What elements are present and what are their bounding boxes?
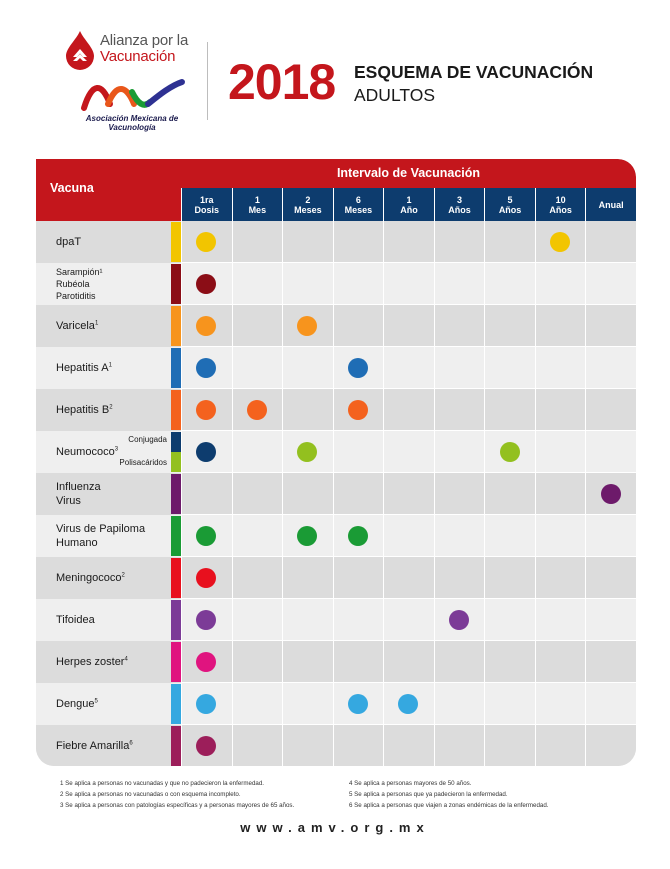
vaccine-name <box>56 221 81 263</box>
vaccine-color-stripe <box>171 600 181 640</box>
schedule-cell <box>383 473 434 515</box>
dose-dot <box>601 484 621 504</box>
schedule-cell <box>484 599 535 641</box>
vaccine-color-stripe <box>171 348 181 388</box>
column-header: 3 Años <box>434 188 485 221</box>
schedule-cell <box>232 599 283 641</box>
vaccine-name-line: Dengue <box>56 698 95 710</box>
vaccine-name <box>56 431 118 473</box>
schedule-cell <box>535 641 586 683</box>
vaccine-name-line: Hepatitis B <box>56 404 110 416</box>
table-row <box>36 347 636 389</box>
vaccine-name <box>56 389 113 431</box>
footnote-ref: 3 <box>114 446 119 453</box>
footnote-ref: 2 <box>109 404 113 411</box>
schedule-cell <box>282 347 333 389</box>
schedule-cell <box>383 431 434 473</box>
schedule-cell <box>333 221 384 263</box>
table-row <box>36 557 636 599</box>
column-header: 1ra Dosis <box>181 188 232 221</box>
schedule-cell <box>232 431 283 473</box>
schedule-cell <box>383 305 434 347</box>
table-row <box>36 431 636 473</box>
schedule-cell <box>232 683 283 725</box>
vaccine-color-stripe <box>171 726 181 766</box>
column-header: 1 Año <box>383 188 434 221</box>
schedule-cell <box>585 641 636 683</box>
page-subtitle: ADULTOS <box>354 85 436 105</box>
schedule-cell <box>383 599 434 641</box>
schedule-cell <box>434 557 485 599</box>
table-row <box>36 473 636 515</box>
vaccine-color-stripe <box>171 684 181 724</box>
vaccine-name-line-wrap <box>56 697 98 711</box>
vaccine-name-line-wrap <box>56 403 113 417</box>
schedule-cell <box>434 725 485 766</box>
table-row <box>36 515 636 557</box>
dose-dot <box>550 232 570 252</box>
schedule-cell <box>383 263 434 305</box>
schedule-cell <box>282 557 333 599</box>
vaccine-color-stripe <box>171 222 181 262</box>
schedule-cell <box>333 473 384 515</box>
schedule-cell <box>535 263 586 305</box>
schedule-cell <box>585 683 636 725</box>
vaccine-name-line: Herpes zoster <box>56 656 125 668</box>
amv-logo-icon <box>78 78 186 114</box>
vaccine-name <box>56 473 101 515</box>
schedule-cell <box>585 431 636 473</box>
dose-dot <box>247 400 267 420</box>
schedule-cell <box>333 599 384 641</box>
vaccine-name-line: dpaT <box>56 236 82 248</box>
intervalo-header: Intervalo de Vacunación <box>336 166 481 180</box>
schedule-cell <box>333 725 384 766</box>
vaccine-color-stripe <box>171 452 181 472</box>
schedule-cell <box>535 431 586 473</box>
vaccine-name-line: Rubéola <box>56 279 90 289</box>
schedule-cell <box>585 515 636 557</box>
column-header: 6 Meses <box>333 188 384 221</box>
schedule-cell <box>585 725 636 766</box>
vaccine-name-line: Varicela <box>56 320 95 332</box>
footnote-ref: 5 <box>94 698 98 705</box>
table-row <box>36 725 636 766</box>
vaccine-name-line: Fiebre Amarilla <box>56 740 130 752</box>
vaccine-name <box>56 557 125 599</box>
footnote: 6 Se aplica a personas que viajen a zonas endémicas de la enfermedad. <box>349 802 549 809</box>
table-row <box>36 263 636 305</box>
vaccine-name <box>56 515 145 557</box>
column-header: 10 Años <box>535 188 586 221</box>
schedule-cell <box>181 473 232 515</box>
schedule-cell <box>585 347 636 389</box>
schedule-cell <box>434 683 485 725</box>
schedule-cell <box>333 263 384 305</box>
schedule-cell <box>484 221 535 263</box>
vaccine-name-line: Neumococo <box>56 446 115 458</box>
footnote: 1 Se aplica a personas no vacunadas y que no padecieron la enfermedad. <box>60 780 264 787</box>
year-title: 2018 <box>228 54 336 110</box>
schedule-cell <box>232 305 283 347</box>
website-url[interactable]: www.amv.org.mx <box>240 820 430 835</box>
schedule-cell <box>585 263 636 305</box>
schedule-cell <box>535 725 586 766</box>
schedule-cell <box>282 389 333 431</box>
footnote: 3 Se aplica a personas con patologías específicas y a personas mayores de 65 años. <box>60 802 295 809</box>
vaccine-name-line: Meningococo <box>56 572 122 584</box>
dose-dot <box>348 400 368 420</box>
schedule-cell <box>484 725 535 766</box>
vaccine-color-stripe <box>171 264 181 304</box>
schedule-cell <box>434 473 485 515</box>
vaccination-table <box>36 159 636 766</box>
schedule-cell <box>535 515 586 557</box>
schedule-cell <box>535 347 586 389</box>
schedule-cell <box>484 515 535 557</box>
vaccine-name <box>56 641 128 683</box>
schedule-cell <box>232 473 283 515</box>
vaccine-name-line: Influenza <box>56 481 101 493</box>
schedule-cell <box>282 263 333 305</box>
schedule-cell <box>232 221 283 263</box>
schedule-cell <box>333 305 384 347</box>
schedule-cell <box>535 305 586 347</box>
vaccine-name <box>56 305 98 347</box>
table-row <box>36 389 636 431</box>
schedule-cell <box>434 389 485 431</box>
dose-dot <box>348 526 368 546</box>
schedule-cell <box>434 305 485 347</box>
schedule-cell <box>535 683 586 725</box>
schedule-cell <box>282 725 333 766</box>
page-title: ESQUEMA DE VACUNACIÓN <box>354 62 594 82</box>
schedule-cell <box>383 641 434 683</box>
vaccine-name-line: Parotiditis <box>56 291 96 301</box>
table-row <box>36 683 636 725</box>
column-header: Anual <box>585 188 636 221</box>
amv-logo <box>72 78 192 138</box>
schedule-cell <box>535 473 586 515</box>
schedule-cell <box>282 599 333 641</box>
schedule-cell <box>585 557 636 599</box>
schedule-cell <box>383 347 434 389</box>
dose-dot <box>348 358 368 378</box>
schedule-cell <box>282 473 333 515</box>
schedule-cell <box>383 221 434 263</box>
sub-label: Conjugada <box>128 435 167 444</box>
vaccine-name <box>56 599 95 641</box>
vaccine-name-line-wrap <box>56 739 133 753</box>
alianza-logo <box>60 28 210 72</box>
schedule-cell <box>434 515 485 557</box>
schedule-cell <box>535 599 586 641</box>
column-header: 1 Mes <box>232 188 283 221</box>
vaccine-name-line: Tifoidea <box>56 614 95 626</box>
schedule-cell <box>232 515 283 557</box>
schedule-cell <box>383 557 434 599</box>
dose-dot <box>449 610 469 630</box>
schedule-cell <box>484 683 535 725</box>
table-row <box>36 221 636 263</box>
footnote-ref: 1 <box>108 362 112 369</box>
vaccine-name-line: Hepatitis A <box>56 362 109 374</box>
schedule-cell <box>585 599 636 641</box>
schedule-cell <box>585 305 636 347</box>
vaccine-color-stripe <box>171 474 181 514</box>
drop-logo-icon <box>64 30 96 70</box>
sub-label: Polisacáridos <box>119 458 167 467</box>
vaccine-name <box>56 347 112 389</box>
table-row <box>36 599 636 641</box>
vaccine-color-stripe <box>171 306 181 346</box>
schedule-cell <box>232 725 283 766</box>
schedule-cell <box>282 221 333 263</box>
schedule-cell <box>434 347 485 389</box>
vaccine-color-stripe <box>171 390 181 430</box>
schedule-cell <box>484 347 535 389</box>
footnote-ref: 1 <box>94 320 99 327</box>
table-row <box>36 305 636 347</box>
schedule-cell <box>232 557 283 599</box>
vaccine-color-stripe <box>171 642 181 682</box>
schedule-cell <box>434 641 485 683</box>
schedule-cell <box>232 641 283 683</box>
vaccine-name <box>56 683 98 725</box>
schedule-cell <box>383 725 434 766</box>
footnote-ref: 4 <box>124 656 128 663</box>
schedule-cell <box>585 221 636 263</box>
dose-dot <box>500 442 520 462</box>
vaccine-name-line: Virus <box>56 495 81 507</box>
header-divider <box>207 42 208 120</box>
footnote: 5 Se aplica a personas que ya padecieron la enfermedad. <box>349 791 508 798</box>
vaccine-name-line-wrap <box>56 445 118 459</box>
vaccine-name-line-wrap <box>56 361 112 375</box>
schedule-cell <box>434 221 485 263</box>
schedule-cell <box>232 347 283 389</box>
schedule-cell <box>434 431 485 473</box>
alianza-line2: Vacunación <box>100 48 176 65</box>
column-header: 5 Años <box>484 188 535 221</box>
vacuna-header: Vacuna <box>50 181 94 195</box>
schedule-cell <box>232 263 283 305</box>
vaccine-name <box>56 263 103 305</box>
schedule-cell <box>333 431 384 473</box>
schedule-cell <box>282 641 333 683</box>
schedule-cell <box>333 557 384 599</box>
vaccine-color-stripe <box>171 432 181 452</box>
schedule-cell <box>585 389 636 431</box>
vaccine-name-line-wrap <box>56 655 128 669</box>
schedule-cell <box>484 641 535 683</box>
footnote-ref: 6 <box>129 740 133 747</box>
alianza-line1: Alianza por la <box>100 32 189 49</box>
vaccine-color-stripe <box>171 558 181 598</box>
vaccine-color-stripe <box>171 516 181 556</box>
footnote: 4 Se aplica a personas mayores de 50 años. <box>349 780 472 787</box>
schedule-cell <box>535 389 586 431</box>
column-header: 2 Meses <box>282 188 333 221</box>
amv-name: Asociación Mexicana de Vacunología <box>85 114 179 132</box>
schedule-cell <box>333 641 384 683</box>
schedule-cell <box>282 683 333 725</box>
footnote-ref: 2 <box>121 572 125 579</box>
vaccine-name-line-wrap <box>56 319 98 333</box>
vaccine-name-line: Virus de Papiloma <box>56 523 146 535</box>
table-row <box>36 641 636 683</box>
vaccine-name-line-wrap <box>56 571 125 585</box>
schedule-cell <box>484 473 535 515</box>
schedule-cell <box>484 557 535 599</box>
footnote: 2 Se aplica a personas no vacunadas o con esquema incompleto. <box>60 791 241 798</box>
schedule-cell <box>535 557 586 599</box>
vaccine-name-line: Humano <box>56 537 98 549</box>
dose-dot <box>348 694 368 714</box>
schedule-cell <box>383 515 434 557</box>
schedule-cell <box>434 263 485 305</box>
vaccine-name <box>56 725 133 766</box>
schedule-cell <box>484 263 535 305</box>
schedule-cell <box>484 389 535 431</box>
vaccine-name-line: Sarampión¹ <box>56 267 103 277</box>
schedule-cell <box>484 305 535 347</box>
schedule-cell <box>383 389 434 431</box>
